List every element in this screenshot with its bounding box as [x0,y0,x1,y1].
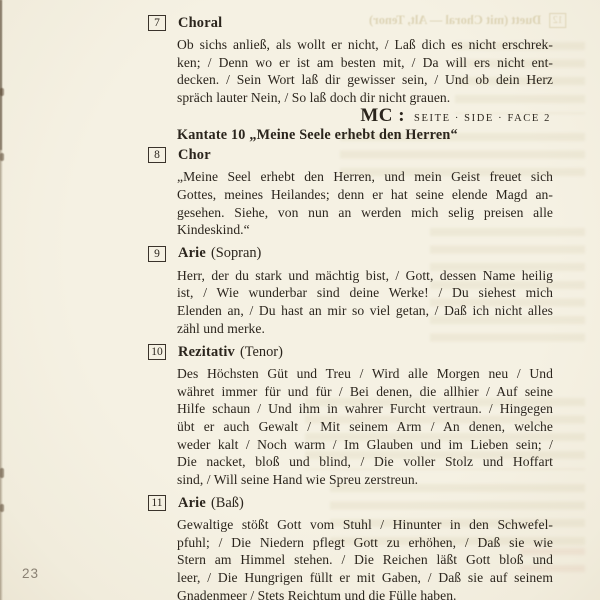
mc-label: MC : [360,105,406,127]
text-line: gesehen. Siehe, von nun an werden mich selig preisen alle [177,204,553,220]
section-text [177,168,553,238]
section-text [177,365,553,488]
track-number-box: 10 [148,344,166,360]
scan-speck [0,468,4,478]
page-edge-dark [0,0,2,150]
cantata-section [148,494,553,600]
section-header [148,245,553,263]
track-number-box: 8 [148,147,166,163]
section-header [148,343,553,361]
text-line: weder kalt / Noch warm / Im Glauben und im Lieben sein; / [177,436,553,452]
text-line: Kindeskind.“ [177,222,250,238]
mc-side-caption: SEITE · SIDE · FACE 2 [414,113,551,125]
scan-speck [0,153,4,161]
text-line: spräch lauter Nein, / So laß doch dir nicht grauen. [177,89,451,105]
section-header [148,494,553,512]
text-line: Elenden an, / Du hast an mir so viel getan, / Daß ich nicht alles [177,302,553,318]
section-text [177,36,553,106]
text-line: decken. / Sein Wort laß dir gewisser sein, / Und ob dein Herz [177,72,553,88]
scan-speck [0,504,4,512]
section-voice: (Baß) [210,494,244,511]
section-title: Choral [178,14,223,31]
section-text [177,516,553,600]
cantata-section [148,14,553,106]
text-line: Herr, der du stark und mächtig bist, / Gott, dessen Name heilig [177,267,553,283]
cantata-section [148,245,553,337]
section-voice: (Sopran) [210,245,262,262]
text-line: Gnadenmeer / Stets Reichtum und die Fülle haben. [177,587,457,600]
text-line: zähl und merke. [177,320,265,336]
section-voice: (Tenor) [239,343,283,360]
text-column [148,14,553,600]
section-title: Arie [178,245,206,262]
cantata-heading: Kantate 10 „Meine Seele erhebt den Herren“ [177,127,458,144]
track-number-box: 9 [148,246,166,262]
section-title: Chor [178,146,211,163]
scan-speck [0,88,4,96]
text-line: Stern am Himmel stehen. / Die Reichen läßt Gott bloß und [177,552,553,568]
text-line: ist, / Wie wunderbar sind deine Werke! / Du siehest mich [177,285,553,301]
text-line: währet immer für und für / Bei denen, die allhier / Auf seine [177,383,553,399]
cantata-section [148,146,553,238]
page-number: 23 [22,566,40,581]
track-number-box: 7 [148,15,166,31]
section-title: Arie [178,494,206,511]
text-line: Gewaltige stößt Gott vom Stuhl / Hinunter in den Schwefel- [177,517,553,533]
section-header [148,146,553,164]
section-title: Rezitativ [178,343,235,360]
text-line: „Meine Seel erhebt den Herren, und mein Geist freuet sich [177,169,553,185]
text-line: Ob sichs anließ, als wollt er nicht, / Laß dich es nicht erschrek- [177,37,553,52]
sections-rest [148,146,553,600]
bleed-track-number-box: 12 [549,13,566,28]
text-line: Gottes, meines Heilandes; denn er hat seine elende Magd an- [177,186,553,202]
text-line: Die nacket, bloß und blind, / Die voller Stolz und Hoffart [177,454,553,470]
track-number-box: 11 [148,495,166,511]
text-line: Hilfe schaun / Und ihm in wahrer Furcht vertraun. / Hingegen [177,401,553,417]
text-line: leer, / Die Hungrigen füllt er mit Gaben, / Daß sie auf seinem [177,570,553,586]
text-line: pfuhl; / Die Niedern pflegt Gott zu erhöhen, / Daß sie wie [177,534,553,550]
text-line: ken; / Denn wo er ist am besten mit, / Da will ers nicht ent- [177,54,553,70]
media-side-marker [148,106,553,126]
cantata-section [148,343,553,488]
sections-top [148,14,553,106]
text-line: übt er auch Gewalt / Mit seinem Arm / An denen, welche [177,418,553,434]
text-line: sind, / Will seine Hand wie Spreu zerstreun. [177,471,419,487]
section-text [177,267,553,337]
bleed-text: Duett (mit Choral — Alt, Tenor) [368,13,541,27]
text-line: Des Höchsten Güt und Treu / Wird alle Morgen neu / Und [177,366,553,382]
section-header [148,14,553,32]
